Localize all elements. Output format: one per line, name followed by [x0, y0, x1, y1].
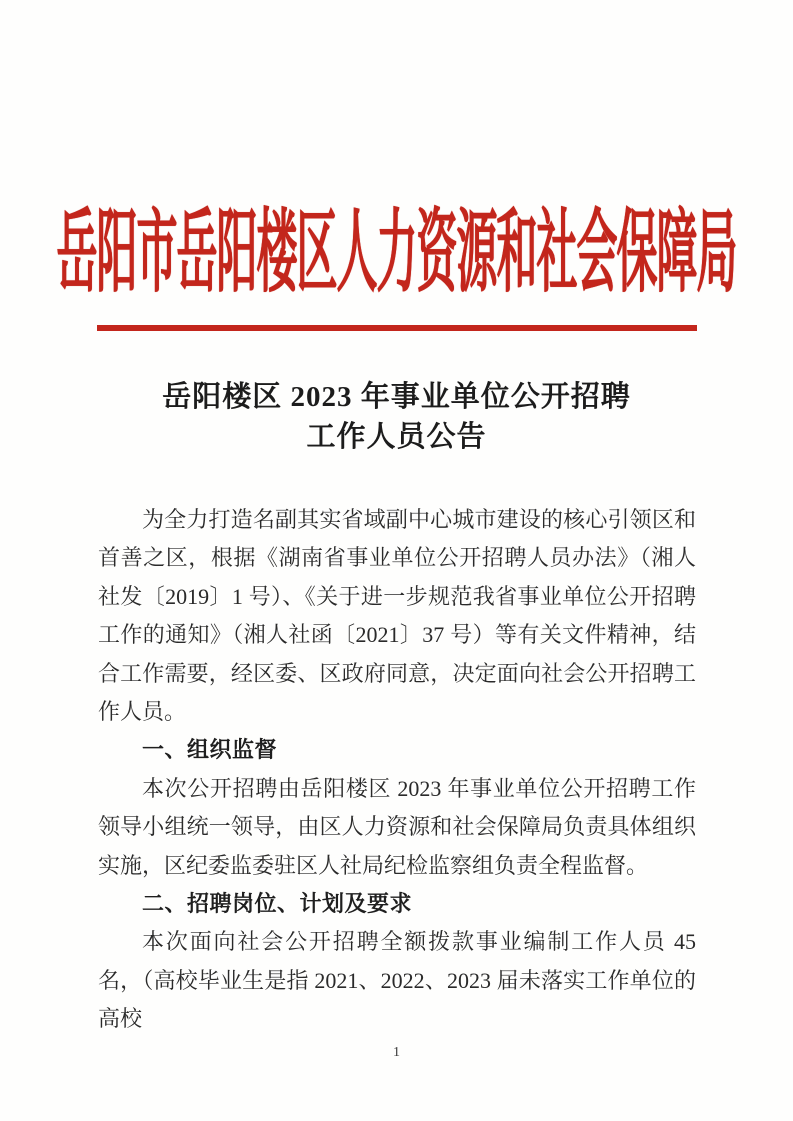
- paragraph-organization-supervision: 本次公开招聘由岳阳楼区 2023 年事业单位公开招聘工作领导小组统一领导，由区人力资源和社会保障局负责具体组织实施，区纪委监委驻区人社局纪检监察组负责全程监督。: [98, 775, 696, 878]
- paragraph-positions-plan-requirements: 本次面向社会公开招聘全额拨款事业编制工作人员 45 名，（高校毕业生是指 2021、2022、2023 届未落实工作单位的高校: [98, 929, 696, 1032]
- document-title: [0, 377, 793, 457]
- letterhead: [0, 196, 793, 303]
- page-number: 1: [393, 1045, 400, 1060]
- section-heading-organization-supervision: 一、组织监督: [142, 737, 278, 763]
- letterhead-issuer: 岳阳市岳阳楼区人力资源和社会保障局: [56, 201, 737, 303]
- paragraph-intro: 为全力打造名副其实省域副中心城市建设的核心引领区和首善之区，根据《湖南省事业单位公开招聘人员办法》（湘人社发〔2019〕1 号）、《关于进一步规范我省事业单位公开招聘工作的通知》（湘人社函〔2021〕37 号）等有关文件精神，结合工作需要，经区委、区政府同意，决定面向社会公开招聘工作人员。: [98, 507, 696, 725]
- document-body: [98, 501, 696, 1039]
- section-heading-positions-plan-requirements: 二、招聘岗位、计划及要求: [142, 891, 413, 917]
- letterhead-divider-line: [97, 325, 697, 331]
- document-title-line1: 岳阳楼区 2023 年事业单位公开招聘: [162, 381, 631, 413]
- document-title-line2: 工作人员公告: [306, 421, 487, 453]
